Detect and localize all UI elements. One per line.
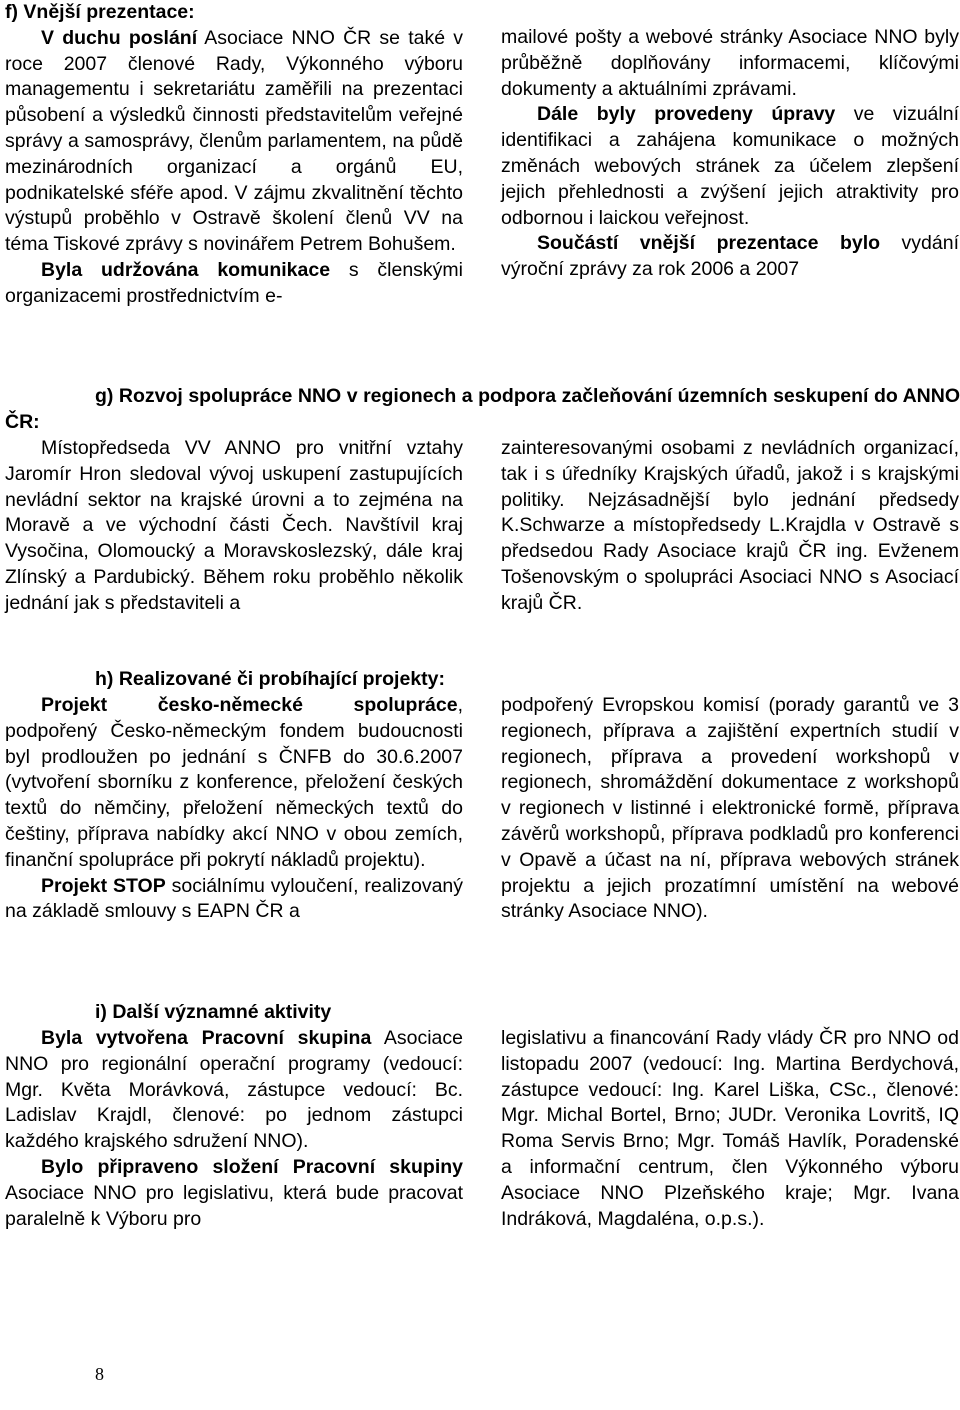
section-i-paragraph-3: legislativu a financování Rady vlády ČR pro NNO od listopadu 2007 (vedoucí: Ing. Martina Berdychová, zástupce vedoucí: Ing. Karel Liška, CSc., členové: Mgr. Michal Bortel, Brno; JUDr. Veronika Lovritš, IQ Roma Servis Brno; Mgr. Tomáš Havlík, Poradenské a informační centrum, člen Výkonného výboru Asociace NNO Plzeňského kraje; Mgr. Ivana Indráková, Magdaléna, o.p.s.). bbox=[501, 1027, 959, 1230]
paragraph-text: Asociace NNO ČR se také v roce 2007 členové Rady, Výkonného výboru managementu i sekretariátu zaměřili na prezentaci působení a výsledků činnosti představitelům veřejné správy a samosprávy, členům parlamentem, na půdě mezinárodních organizací a orgánů EU, podnikatelské sféře apod. V zájmu zkvalitnění těchto výstupů proběhlo v Ostravě školení členů VV na téma Tiskové zprávy s novinářem Petrem Bohušem. bbox=[5, 26, 463, 256]
bold-lead: Dále byly provedeny úpravy bbox=[537, 103, 836, 126]
section-i-paragraph-1 bbox=[5, 1026, 463, 1155]
bold-lead: Projekt STOP bbox=[41, 874, 166, 897]
bold-lead: Byla vytvořena Pracovní skupina bbox=[41, 1027, 372, 1049]
section-f-heading: f) Vnější prezentace: bbox=[5, 1, 195, 23]
paragraph-text: vydání výroční zprávy za rok 2006 a 2007 bbox=[501, 232, 960, 281]
paragraph-text: sociálnímu vyloučení, realizovaný na základě smlouvy s EAPN ČR a bbox=[5, 874, 464, 923]
paragraph-text: ve vizuální identifikaci a zahájena komunikace o možných změnách webových stránek za účelem zlepšení jejich přehlednosti a zvýšení jejich atraktivity pro odbornou i laickou veřejnost. bbox=[501, 103, 959, 229]
paragraph-text: Asociace NNO pro regionální operační programy (vedoucí: Mgr. Květa Morávková, zástupce vedoucí: Bc. Ladislav Krajdl, členové: po jednom zástupci každého krajského sdružení NNO). bbox=[5, 1027, 464, 1153]
bold-lead: Projekt česko-německé spolupráce bbox=[41, 694, 458, 716]
paragraph-text: s členskými organizacemi prostřednictvím e- bbox=[5, 258, 464, 307]
section-f-paragraph-2 bbox=[5, 258, 463, 310]
section-h-left-column bbox=[5, 693, 463, 925]
bold-lead: Bylo připraveno složení Pracovní skupiny bbox=[41, 1155, 463, 1178]
section-f-right-column bbox=[501, 25, 959, 283]
paragraph-text: , podpořený Česko-německým fondem budoucnosti byl prodloužen po jednání s ČNFB do 30.6.2007 (vytvoření sborníku z konference, přeložení českých textů do němčiny, přeložení německých textů do češtiny, příprava nabídky akcí NNO v obou zemích, finanční spolupráce při pokrytí nákladů projektu). bbox=[5, 694, 463, 871]
section-g-heading: g) Rozvoj spolupráce NNO v regionech a podpora začleňování územních seskupení do ANNO ČR: bbox=[5, 385, 960, 433]
section-h-paragraph-2 bbox=[5, 874, 463, 926]
page-number: 8 bbox=[95, 1364, 104, 1384]
section-f-left-column bbox=[5, 0, 463, 310]
section-h-paragraph-1 bbox=[5, 693, 463, 874]
section-g-paragraph-1: Místopředseda VV ANNO pro vnitřní vztahy Jaromír Hron sledoval vývoj uskupení zastupujících nevládní sektor na krajské úrovni a to zejména na Moravě a ve východní části Čech. Navštívil kraj Vysočina, Olomoucký a Moravskoslezský, dále kraj Zlínský a Pardubický. Během roku proběhlo několik jednání jak s představiteli a bbox=[5, 437, 463, 614]
section-f-paragraph-5 bbox=[501, 231, 959, 283]
section-h-right-column bbox=[501, 693, 959, 925]
section-f-paragraph-3: mailové pošty a webové stránky Asociace NNO byly průběžně doplňovány informacemi, klíčovými dokumenty a aktuálními zprávami. bbox=[501, 26, 959, 100]
section-i-paragraph-2 bbox=[5, 1155, 463, 1232]
bold-lead: V duchu poslání bbox=[41, 26, 198, 49]
section-f-paragraph-1 bbox=[5, 26, 463, 258]
section-g-paragraph-2: zainteresovanými osobami z nevládních organizací, tak i s úředníky Krajských úřadů, jakož i s krajskými politiky. Nejzásadnější bylo jednání předsedy K.Schwarze a místopředsedy L.Krajdla v Ostravě s předsedou Rady Asociace krajů ČR ing. Evženem Tošenovským o spolupráci Asociaci NNO s Asociací krajů ČR. bbox=[501, 437, 959, 614]
section-f-paragraph-4 bbox=[501, 102, 959, 231]
section-h-heading: h) Realizované či probíhající projekty: bbox=[95, 668, 446, 690]
bold-lead: Byla udržována komunikace bbox=[41, 258, 331, 281]
section-i-left-column bbox=[5, 1026, 463, 1232]
section-i-heading: i) Další významné aktivity bbox=[95, 1001, 332, 1023]
section-g-left-column bbox=[5, 436, 463, 617]
section-i-right-column bbox=[501, 1026, 959, 1232]
paragraph-text: Asociace NNO pro legislativu, která bude pracovat paralelně k Výboru pro bbox=[5, 1181, 463, 1230]
bold-lead: Součástí vnější prezentace bylo bbox=[537, 232, 881, 255]
section-h-paragraph-3: podpořený Evropskou komisí (porady garantů ve 3 regionech, příprava a zajištění expertních studií v regionech, příprava a provedení workshopů v regionech, shromáždění dokumentace z workshopů v regionech v listinné i elektronické formě, příprava závěrů workshopů, příprava podkladů pro konferenci v Opavě a účast na ní, příprava webových stránek projektu a jejich prozatímní umístění na webové stránky Asociace NNO). bbox=[501, 694, 959, 923]
section-g-right-column bbox=[501, 436, 959, 617]
